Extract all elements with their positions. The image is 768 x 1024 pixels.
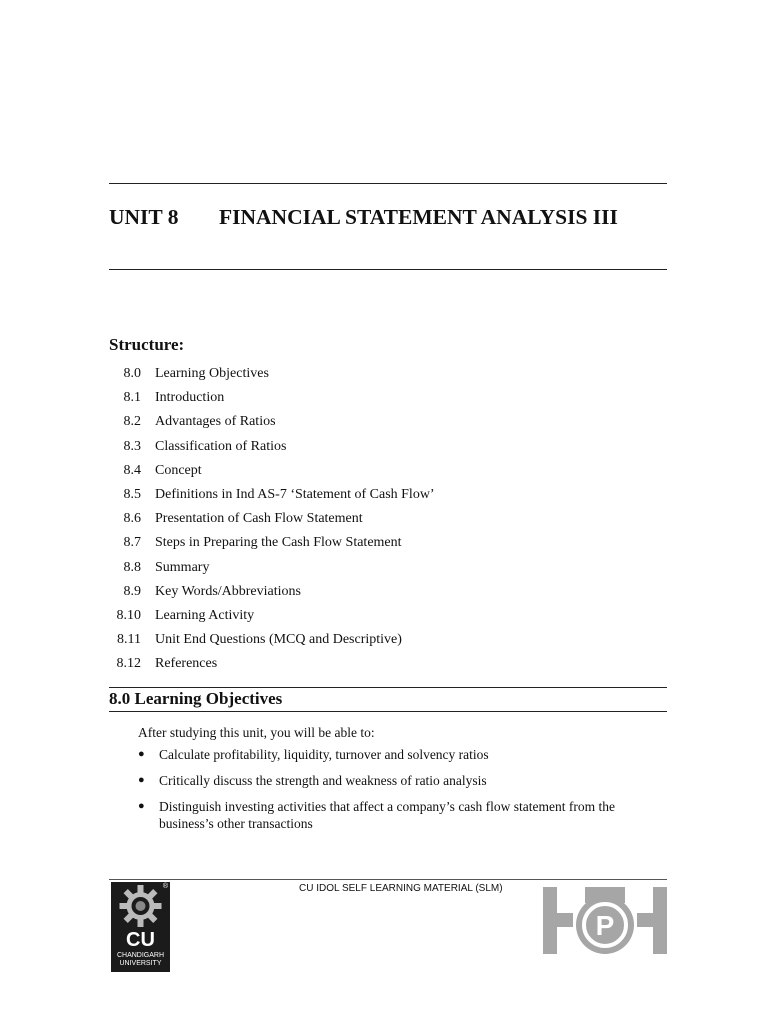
cu-name-line1: CHANDIGARH <box>116 952 165 959</box>
objectives-intro: After studying this unit, you will be able to: <box>138 725 375 740</box>
structure-item-label: Presentation of Cash Flow Statement <box>155 511 363 527</box>
structure-item-label: Summary <box>155 559 210 575</box>
structure-item <box>109 362 435 386</box>
bullet-icon: ● <box>138 800 145 812</box>
structure-item-number: 8.10 <box>116 607 141 623</box>
structure-item-number: 8.12 <box>116 656 141 672</box>
structure-item-label: Concept <box>155 462 202 478</box>
structure-item-number: 8.7 <box>123 535 141 551</box>
structure-item <box>109 556 435 580</box>
objective-item <box>138 798 670 832</box>
bullet-icon: ● <box>138 774 145 786</box>
objectives-heading: 8.0 Learning Objectives <box>109 689 283 708</box>
structure-item-number: 8.0 <box>123 366 141 382</box>
footer-rule <box>109 879 667 880</box>
objective-text: Critically discuss the strength and weakness of ratio analysis <box>159 773 487 788</box>
gear-seal-icon <box>111 882 170 930</box>
structure-item-label: Learning Activity <box>155 607 255 623</box>
structure-list <box>109 362 435 676</box>
bullet-icon: ● <box>138 748 145 760</box>
structure-item-number: 8.3 <box>123 438 141 454</box>
unit-number: UNIT 8 <box>109 205 179 229</box>
structure-item-label: Key Words/Abbreviations <box>155 583 301 599</box>
cu-logo-name <box>111 952 170 968</box>
unit-name: FINANCIAL STATEMENT ANALYSIS III <box>219 205 618 229</box>
structure-item <box>109 580 435 604</box>
structure-item-label: Steps in Preparing the Cash Flow Statement <box>155 535 402 551</box>
footer-text: CU IDOL SELF LEARNING MATERIAL (SLM) <box>299 883 503 894</box>
structure-item-number: 8.4 <box>123 462 141 478</box>
hph-publisher-logo-icon <box>543 887 667 954</box>
top-rule <box>109 183 667 184</box>
cu-logo <box>111 882 170 972</box>
objectives-top-rule <box>109 687 667 688</box>
structure-item-label: Definitions in Ind AS-7 ‘Statement of Cash Flow’ <box>155 487 435 503</box>
structure-item-number: 8.6 <box>123 511 141 527</box>
structure-item-label: Unit End Questions (MCQ and Descriptive) <box>155 632 402 648</box>
cu-name-line2: UNIVERSITY <box>119 960 162 967</box>
structure-item-label: Introduction <box>155 390 225 406</box>
structure-item <box>109 652 435 676</box>
structure-item <box>109 410 435 434</box>
structure-item-label: Advantages of Ratios <box>155 414 276 430</box>
objective-text: Calculate profitability, liquidity, turnover and solvency ratios <box>159 747 489 762</box>
cu-logo-mark: CU <box>126 929 155 951</box>
objective-item <box>138 746 670 763</box>
structure-item-number: 8.5 <box>123 487 141 503</box>
structure-item <box>109 507 435 531</box>
structure-item-label: Learning Objectives <box>155 366 269 382</box>
structure-item-number: 8.9 <box>123 583 141 599</box>
registered-mark: ® <box>162 883 168 890</box>
objectives-list <box>138 746 670 841</box>
structure-item-number: 8.1 <box>123 390 141 406</box>
objective-item <box>138 772 670 789</box>
structure-item <box>109 628 435 652</box>
structure-item <box>109 604 435 628</box>
structure-heading: Structure: <box>109 335 185 354</box>
structure-item <box>109 459 435 483</box>
structure-item-number: 8.2 <box>123 414 141 430</box>
structure-item-label: Classification of Ratios <box>155 438 287 454</box>
objective-text: Distinguish investing activities that affect a company’s cash flow statement from the business’s other transactions <box>159 799 616 831</box>
structure-item <box>109 435 435 459</box>
structure-item <box>109 531 435 555</box>
objectives-bottom-rule <box>109 711 667 712</box>
structure-item-number: 8.11 <box>117 632 141 648</box>
structure-item <box>109 483 435 507</box>
title-bottom-rule <box>109 269 667 270</box>
structure-item <box>109 386 435 410</box>
structure-item-label: References <box>155 656 218 672</box>
unit-title <box>109 205 667 230</box>
structure-item-number: 8.8 <box>123 559 141 575</box>
publisher-logo-letter: P <box>595 910 615 941</box>
